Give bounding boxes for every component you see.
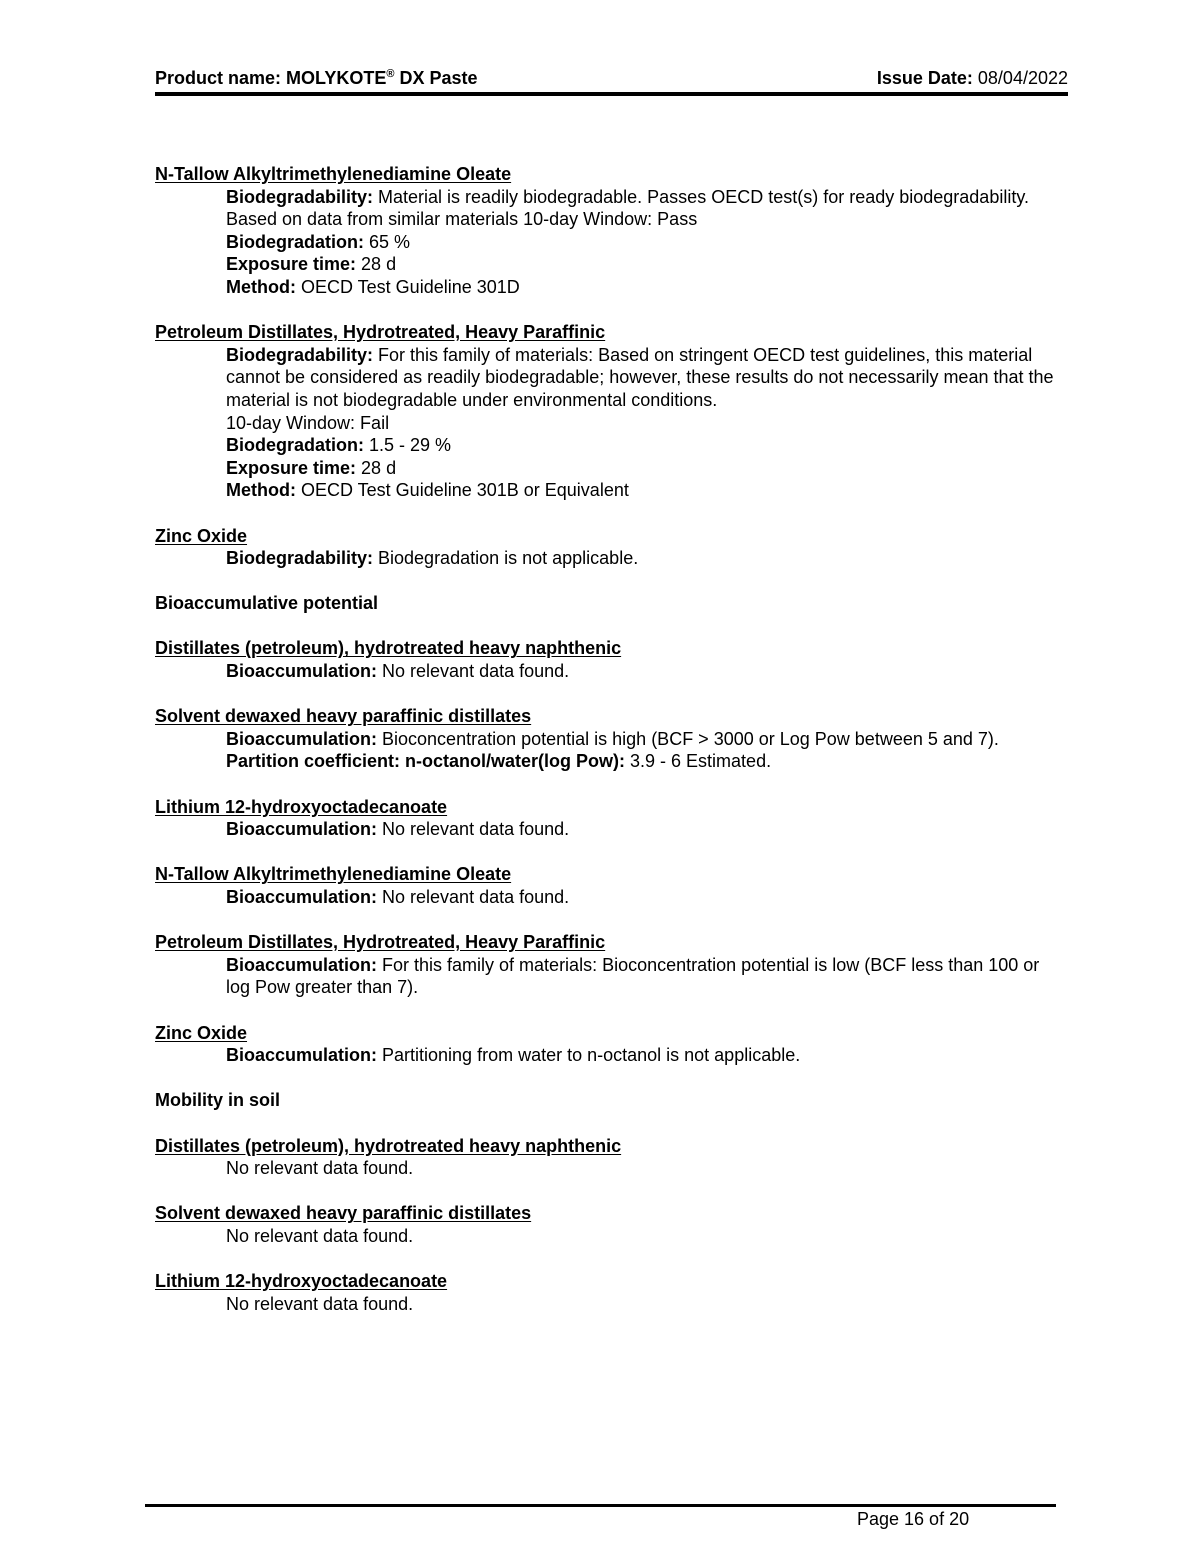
bioaccumulation-line: Bioaccumulation: For this family of materials: Bioconcentration potential is low (BCF less than 100 or log Pow greater than 7).	[226, 954, 1040, 998]
bioaccumulation-line: Bioaccumulation: No relevant data found.	[226, 819, 570, 840]
biodegradation-line: Biodegradation: 1.5 - 29 %	[226, 435, 452, 456]
substance-name: Petroleum Distillates, Hydrotreated, Heavy Paraffinic	[155, 932, 606, 953]
substance-name: Distillates (petroleum), hydrotreated heavy naphthenic	[155, 638, 622, 659]
bioacc-item	[155, 1022, 1055, 1067]
substance-name: Zinc Oxide	[155, 525, 248, 546]
substance-name: N-Tallow Alkyltrimethylenediamine Oleate	[155, 164, 512, 184]
document-body	[155, 163, 1055, 1338]
mobility-item	[155, 1202, 1055, 1247]
page-header	[155, 68, 1068, 96]
biodegradability-line: Biodegradability: Material is readily biodegradable. Passes OECD test(s) for ready biodegradability.	[226, 186, 1029, 207]
exposure-time-line: Exposure time: 28 d	[226, 254, 397, 275]
substance-name: Petroleum Distillates, Hydrotreated, Heavy Paraffinic	[155, 322, 606, 343]
bioacc-item	[155, 931, 1055, 999]
method-line: Method: OECD Test Guideline 301B or Equivalent	[226, 480, 629, 501]
section-title-mobility: Mobility in soil	[155, 1090, 280, 1111]
bioacc-item	[155, 637, 1055, 682]
biodegradability-line: Biodegradability: For this family of materials: Based on stringent OECD test guidelines, this material cannot be considered as readily biodegradable; however, these results do not necessarily mean that the material is not biodegradable under environmental conditions.	[226, 344, 1054, 410]
similar-materials-line: Based on data from similar materials 10-day Window: Pass	[226, 209, 698, 230]
biodegradability-line: Biodegradability: Biodegradation is not applicable.	[226, 548, 639, 569]
method-line: Method: OECD Test Guideline 301D	[226, 276, 520, 297]
bioaccumulation-line: Bioaccumulation: No relevant data found.	[226, 887, 570, 907]
section-title-bioaccumulative: Bioaccumulative potential	[155, 593, 379, 614]
page-number: Page 16 of 20	[857, 1509, 970, 1529]
substance-name: Solvent dewaxed heavy paraffinic distillates	[155, 1203, 532, 1224]
bioaccumulation-line: Bioaccumulation: Partitioning from water to n-octanol is not applicable.	[226, 1045, 801, 1066]
product-name: Product name: MOLYKOTE® DX Paste	[155, 68, 478, 88]
biodeg-petroleum	[155, 321, 1055, 502]
window-line: 10-day Window: Fail	[226, 412, 390, 433]
biodeg-tallow	[155, 163, 1055, 299]
mobility-item	[155, 1135, 1055, 1180]
substance-name: Zinc Oxide	[155, 1022, 248, 1043]
substance-name: Distillates (petroleum), hydrotreated heavy naphthenic	[155, 1135, 622, 1156]
mobility-text: No relevant data found.	[226, 1158, 414, 1179]
substance-name: N-Tallow Alkyltrimethylenediamine Oleate	[155, 864, 512, 885]
footer-divider	[145, 1504, 1056, 1507]
bioacc-item	[155, 705, 1055, 773]
substance-name: Lithium 12-hydroxyoctadecanoate	[155, 796, 448, 817]
biodeg-zinc	[155, 525, 1055, 570]
biodegradation-line: Biodegradation: 65 %	[226, 231, 411, 252]
bioacc-item	[155, 863, 1055, 908]
bioaccumulation-line: Bioaccumulation: No relevant data found.	[226, 661, 570, 682]
bioaccumulation-line: Bioaccumulation: Bioconcentration potential is high (BCF > 3000 or Log Pow between 5 and 7).	[226, 728, 999, 749]
mobility-text: No relevant data found.	[226, 1293, 414, 1314]
exposure-time-line: Exposure time: 28 d	[226, 457, 397, 478]
registered-mark: ®	[386, 68, 395, 80]
mobility-item	[155, 1270, 1055, 1315]
partition-coefficient-line: Partition coefficient: n-octanol/water(log Pow): 3.9 - 6 Estimated.	[226, 751, 772, 772]
mobility-text: No relevant data found.	[226, 1225, 414, 1246]
substance-name: Solvent dewaxed heavy paraffinic distillates	[155, 706, 532, 727]
issue-date: Issue Date: 08/04/2022	[876, 68, 1068, 88]
substance-name: Lithium 12-hydroxyoctadecanoate	[155, 1271, 448, 1292]
bioacc-item	[155, 796, 1055, 841]
